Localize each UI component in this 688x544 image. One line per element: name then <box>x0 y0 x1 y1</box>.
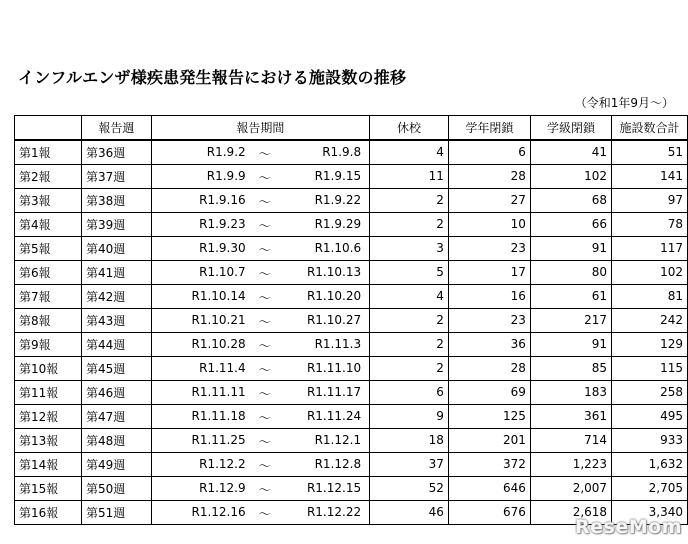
cell-grade-closure: 28 <box>448 164 530 188</box>
period-to: R1.9.22 <box>314 192 362 207</box>
cell-grade-closure: 676 <box>448 500 530 524</box>
cell-report: 第7報 <box>15 284 82 308</box>
cell-total: 2,705 <box>612 476 688 500</box>
table-row <box>15 380 688 404</box>
cell-week: 第42週 <box>82 284 152 308</box>
cell-week: 第36週 <box>82 140 152 165</box>
cell-class-closure: 91 <box>530 236 611 260</box>
cell-period <box>151 452 369 476</box>
period-separator: ～ <box>258 410 271 425</box>
cell-school-closure: 4 <box>370 140 449 165</box>
period-separator: ～ <box>258 434 271 449</box>
period-separator: ～ <box>258 458 271 473</box>
cell-report: 第6報 <box>15 260 82 284</box>
cell-total: 141 <box>612 164 688 188</box>
cell-period <box>151 428 369 452</box>
period-from: R1.11.11 <box>191 384 246 399</box>
period-to: R1.12.22 <box>306 504 362 519</box>
cell-class-closure: 714 <box>530 428 611 452</box>
period-to: R1.9.29 <box>314 216 362 231</box>
cell-period <box>151 404 369 428</box>
table-row <box>15 332 688 356</box>
cell-grade-closure: 28 <box>448 356 530 380</box>
period-from: R1.12.16 <box>191 504 246 519</box>
cell-grade-closure: 646 <box>448 476 530 500</box>
period-from: R1.9.23 <box>199 216 246 231</box>
cell-period <box>151 164 369 188</box>
header-class-closure: 学級閉鎖 <box>530 116 611 140</box>
cell-report: 第13報 <box>15 428 82 452</box>
cell-grade-closure: 10 <box>448 212 530 236</box>
cell-week: 第37週 <box>82 164 152 188</box>
cell-class-closure: 183 <box>530 380 611 404</box>
table-row <box>15 308 688 332</box>
cell-week: 第49週 <box>82 452 152 476</box>
facility-count-table <box>14 115 688 525</box>
period-separator: ～ <box>258 218 271 233</box>
cell-grade-closure: 16 <box>448 284 530 308</box>
cell-class-closure: 80 <box>530 260 611 284</box>
table-row <box>15 140 688 165</box>
cell-total: 242 <box>612 308 688 332</box>
period-to: R1.10.13 <box>306 264 362 279</box>
header-total: 施設数合計 <box>612 116 688 140</box>
period-from: R1.10.14 <box>191 288 246 303</box>
cell-grade-closure: 201 <box>448 428 530 452</box>
cell-report: 第5報 <box>15 236 82 260</box>
cell-total: 81 <box>612 284 688 308</box>
cell-week: 第48週 <box>82 428 152 452</box>
cell-class-closure: 41 <box>530 140 611 165</box>
header-report <box>15 116 82 140</box>
header-school-closure: 休校 <box>370 116 449 140</box>
cell-grade-closure: 372 <box>448 452 530 476</box>
cell-report: 第10報 <box>15 356 82 380</box>
cell-grade-closure: 23 <box>448 308 530 332</box>
period-to: R1.9.15 <box>314 168 362 183</box>
period-separator: ～ <box>258 290 271 305</box>
cell-school-closure: 2 <box>370 356 449 380</box>
header-period: 報告期間 <box>151 116 369 140</box>
cell-week: 第40週 <box>82 236 152 260</box>
cell-grade-closure: 6 <box>448 140 530 165</box>
cell-class-closure: 102 <box>530 164 611 188</box>
cell-report: 第14報 <box>15 452 82 476</box>
table-row <box>15 428 688 452</box>
period-from: R1.12.9 <box>199 480 246 495</box>
cell-week: 第44週 <box>82 332 152 356</box>
cell-week: 第47週 <box>82 404 152 428</box>
table-row <box>15 236 688 260</box>
period-to: R1.12.15 <box>306 480 362 495</box>
cell-report: 第8報 <box>15 308 82 332</box>
cell-total: 3,340 <box>612 500 688 524</box>
cell-total: 129 <box>612 332 688 356</box>
period-from: R1.12.2 <box>199 456 246 471</box>
period-to: R1.11.24 <box>306 408 362 423</box>
cell-grade-closure: 69 <box>448 380 530 404</box>
period-to: R1.10.20 <box>306 288 362 303</box>
period-to: R1.11.17 <box>306 384 362 399</box>
cell-class-closure: 61 <box>530 284 611 308</box>
cell-class-closure: 2,007 <box>530 476 611 500</box>
period-to: R1.12.1 <box>314 432 362 447</box>
period-separator: ～ <box>258 362 271 377</box>
cell-school-closure: 9 <box>370 404 449 428</box>
table-row <box>15 260 688 284</box>
cell-report: 第4報 <box>15 212 82 236</box>
cell-grade-closure: 23 <box>448 236 530 260</box>
cell-school-closure: 4 <box>370 284 449 308</box>
period-to: R1.10.6 <box>314 240 362 255</box>
period-separator: ～ <box>258 242 271 257</box>
cell-period <box>151 356 369 380</box>
cell-school-closure: 6 <box>370 380 449 404</box>
cell-period <box>151 212 369 236</box>
cell-school-closure: 11 <box>370 164 449 188</box>
period-to: R1.10.27 <box>306 312 362 327</box>
cell-school-closure: 18 <box>370 428 449 452</box>
period-from: R1.11.4 <box>199 360 246 375</box>
cell-period <box>151 476 369 500</box>
period-to: R1.11.3 <box>314 336 362 351</box>
cell-grade-closure: 125 <box>448 404 530 428</box>
period-separator: ～ <box>258 194 271 209</box>
period-from: R1.11.18 <box>191 408 246 423</box>
cell-class-closure: 91 <box>530 332 611 356</box>
cell-report: 第3報 <box>15 188 82 212</box>
cell-total: 115 <box>612 356 688 380</box>
cell-total: 78 <box>612 212 688 236</box>
cell-report: 第15報 <box>15 476 82 500</box>
cell-period <box>151 236 369 260</box>
period-separator: ～ <box>258 170 271 185</box>
table-row <box>15 476 688 500</box>
cell-total: 258 <box>612 380 688 404</box>
cell-total: 933 <box>612 428 688 452</box>
cell-period <box>151 308 369 332</box>
cell-school-closure: 2 <box>370 332 449 356</box>
period-separator: ～ <box>258 266 271 281</box>
cell-period <box>151 188 369 212</box>
cell-total: 117 <box>612 236 688 260</box>
period-to: R1.12.8 <box>314 456 362 471</box>
cell-grade-closure: 17 <box>448 260 530 284</box>
cell-period <box>151 284 369 308</box>
cell-school-closure: 3 <box>370 236 449 260</box>
cell-school-closure: 46 <box>370 500 449 524</box>
cell-total: 51 <box>612 140 688 165</box>
cell-week: 第45週 <box>82 356 152 380</box>
period-from: R1.10.21 <box>191 312 246 327</box>
cell-total: 102 <box>612 260 688 284</box>
period-separator: ～ <box>258 386 271 401</box>
cell-grade-closure: 36 <box>448 332 530 356</box>
period-separator: ～ <box>258 146 271 161</box>
table-row <box>15 284 688 308</box>
table-row <box>15 452 688 476</box>
cell-school-closure: 2 <box>370 308 449 332</box>
period-separator: ～ <box>258 506 271 521</box>
cell-report: 第9報 <box>15 332 82 356</box>
period-from: R1.10.7 <box>199 264 246 279</box>
cell-period <box>151 500 369 524</box>
cell-total: 97 <box>612 188 688 212</box>
period-to: R1.11.10 <box>306 360 362 375</box>
cell-class-closure: 85 <box>530 356 611 380</box>
cell-report: 第11報 <box>15 380 82 404</box>
cell-total: 1,632 <box>612 452 688 476</box>
table-row <box>15 188 688 212</box>
cell-class-closure: 2,618 <box>530 500 611 524</box>
table-header-row <box>15 116 688 140</box>
header-week: 報告週 <box>82 116 152 140</box>
cell-week: 第39週 <box>82 212 152 236</box>
cell-school-closure: 2 <box>370 188 449 212</box>
period-from: R1.9.30 <box>199 240 246 255</box>
period-from: R1.9.16 <box>199 192 246 207</box>
cell-report: 第12報 <box>15 404 82 428</box>
cell-period <box>151 140 369 165</box>
header-grade-closure: 学年閉鎖 <box>448 116 530 140</box>
table-row <box>15 404 688 428</box>
cell-grade-closure: 27 <box>448 188 530 212</box>
period-separator: ～ <box>258 314 271 329</box>
cell-period <box>151 380 369 404</box>
cell-period <box>151 260 369 284</box>
cell-period <box>151 332 369 356</box>
table-row <box>15 164 688 188</box>
cell-class-closure: 68 <box>530 188 611 212</box>
cell-class-closure: 217 <box>530 308 611 332</box>
table-row <box>15 212 688 236</box>
period-to: R1.9.8 <box>322 144 362 159</box>
cell-school-closure: 2 <box>370 212 449 236</box>
cell-week: 第50週 <box>82 476 152 500</box>
cell-school-closure: 52 <box>370 476 449 500</box>
cell-school-closure: 5 <box>370 260 449 284</box>
period-from: R1.9.9 <box>206 168 246 183</box>
period-separator: ～ <box>258 338 271 353</box>
cell-week: 第38週 <box>82 188 152 212</box>
period-from: R1.11.25 <box>191 432 246 447</box>
cell-school-closure: 37 <box>370 452 449 476</box>
table-row <box>15 356 688 380</box>
cell-week: 第41週 <box>82 260 152 284</box>
period-separator: ～ <box>258 482 271 497</box>
cell-class-closure: 361 <box>530 404 611 428</box>
cell-report: 第2報 <box>15 164 82 188</box>
cell-report: 第16報 <box>15 500 82 524</box>
cell-week: 第43週 <box>82 308 152 332</box>
cell-week: 第51週 <box>82 500 152 524</box>
cell-report: 第1報 <box>15 140 82 165</box>
period-from: R1.10.28 <box>191 336 246 351</box>
cell-class-closure: 66 <box>530 212 611 236</box>
period-from: R1.9.2 <box>206 144 246 159</box>
resemom-watermark: ReseMom <box>575 516 682 538</box>
cell-week: 第46週 <box>82 380 152 404</box>
cell-total: 495 <box>612 404 688 428</box>
period-note: （令和1年9月～） <box>574 96 674 110</box>
cell-class-closure: 1,223 <box>530 452 611 476</box>
page-title: インフルエンザ様疾患発生報告における施設数の推移 <box>18 68 407 87</box>
